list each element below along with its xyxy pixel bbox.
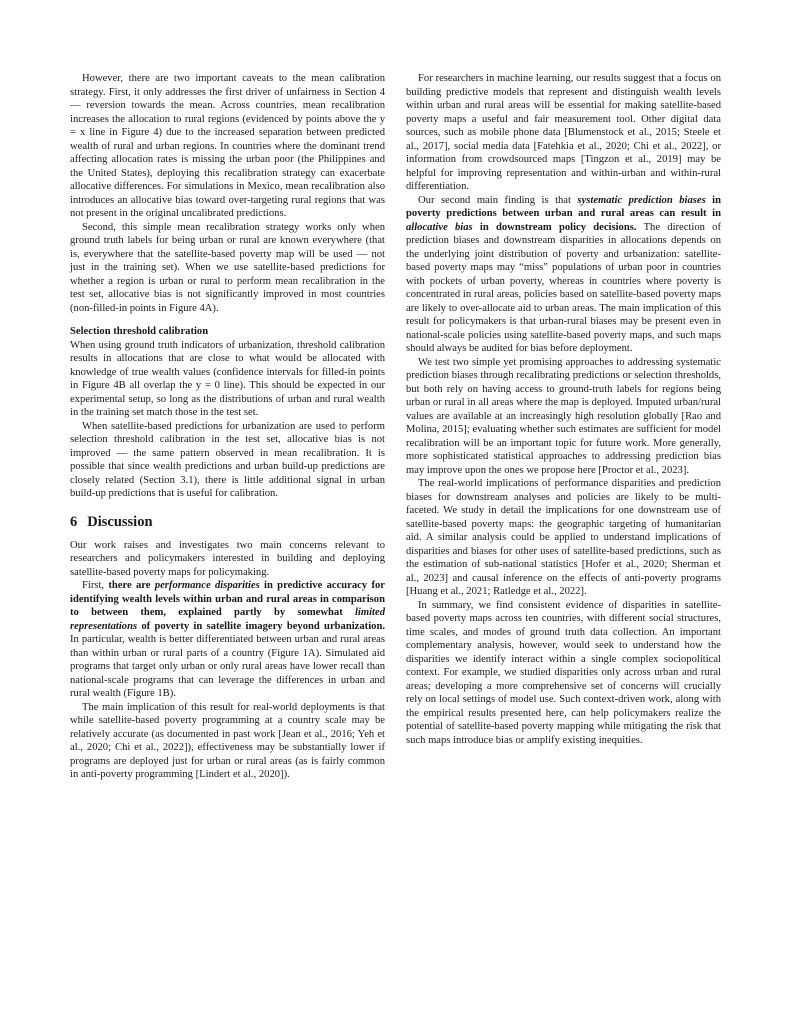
paragraph-second-caveat: Second, this simple mean recalibration strategy works only when ground truth labels for being urban or rural are known everywhere (that is, everywhere that the satellite-based poverty map will be used — not just in the training set). When we use satellite-based predictions for whether a region is urban or rural to perform mean recalibration in the test set, allocative bias is not significantly improved in most countries (non-filled-in points in Figure 4A). <box>70 221 385 314</box>
paragraph-recalibration-approaches: We test two simple yet promising approaches to addressing systematic prediction biases through recalibrating predictions or selection thresholds, but both rely on having access to ground-truth labels for regions being urban or rural in all areas where the map is deployed. Imputed urban/rural values are available at an increasingly high resolution globally [Rao and Molina, 2015]; evaluating whether such estimates are sufficient for model recalibration will be an important topic for future work. More generally, more sophisticated statistical approaches to addressing prediction bias may improve upon the ones we propose here [Proctor et al., 2023]. <box>406 356 721 476</box>
paragraph-second-finding: Our second main finding is that systematic prediction biases in poverty predictions between urban and rural areas can result in allocative bias in downstream policy decisions. The direction of prediction biases and downstream disparities in allocations depends on the underlying joint distribution of poverty and urbanization: satellite-based poverty maps may “miss” populations of urban poor in countries with pockets of urban poverty, whereas in countries where poverty is concentrated in rural areas, policies based on satellite-based poverty maps are likely to over-allocate aid to urban areas. The main implication of this result for policymakers is that urban-rural biases may be present even in national-scale policies using satellite-based poverty maps, and such maps should always be audited for bias before deployment. <box>406 194 722 354</box>
subsection-heading-threshold-calibration: Selection threshold calibration <box>70 326 209 337</box>
left-column <box>70 72 385 782</box>
paragraph-discussion-intro: Our work raises and investigates two main concerns relevant to researchers and policymakers interested in building and deploying satellite-based poverty maps for policymaking. <box>70 539 385 578</box>
section-heading-discussion <box>70 514 385 531</box>
paragraph-threshold-ground-truth: When using ground truth indicators of urbanization, threshold calibration results in allocations that are close to what would be allocated with knowledge of true wealth values (confidence intervals for filled-in points in Figure 4B all overlap the y = 0 line). This should be expected in our experimental setup, so long as the distributions of urban and rural wealth in the training set match those in the test set. <box>70 339 385 418</box>
section-number: 6 <box>70 513 78 530</box>
paragraph-summary: In summary, we find consistent evidence of disparities in satellite-based poverty maps across ten countries, with different social structures, time scales, and modes of ground truth data collection. An important complementary analysis, however, would seek to understand how the disparities we identify interact within a single complex sociopolitical context. For example, we studied disparities only across urban and rural areas; developing a more comprehensive set of concerns will crucially rely on local settings of model use. Such context-driven work, along with the empirical results presented here, can help policymakers realize the potential of satellite-based poverty mapping while mitigating the risk that such maps introduce bias or amplify existing inequities. <box>406 599 721 746</box>
paragraph-threshold-satellite: When satellite-based predictions for urbanization are used to perform selection threshold calibration in the test set, allocative bias is not improved — the same pattern observed in mean recalibration. It is possible that since wealth predictions and urban build-up predictions are closely related (Section 3.1), there is little additional signal in urban build-up predictions that is useful for calibration. <box>70 420 385 499</box>
paragraph-mean-calibration-caveats: However, there are two important caveats to the mean calibration strategy. First, it only addresses the first driver of unfairness in Section 4 — reversion towards the mean. Across countries, mean recalibration increases the allocation to rural regions (evidenced by points above the y = x line in Figure 4) due to the increased separation between predicted wealth of rural and urban regions. In countries where the dominant trend affecting allocation rates is missing the urban poor (the Philippines and the United States), deploying this recalibration strategy can exacerbate allocative differences. For simulations in Mexico, mean recalibration also introduces an allocative bias toward over-targeting rural regions that was not present in the original uncalibrated predictions. <box>70 73 385 219</box>
paragraph-ml-researchers: For researchers in machine learning, our results suggest that a focus on building predictive models that represent and distinguish wealth levels within urban and rural areas will be essential for making satellite-based poverty maps a useful and fair measurement tool. Other digital data sources, such as mobile phone data [Blumenstock et al., 2015; Steele et al., 2017], social media data [Fatehkia et al., 2020; Chi et al., 2022], or information from crowdsourced maps [Tingzon et al., 2019] may be helpful for improving representation and within-urban and within-rural differentiation. <box>406 73 721 192</box>
section-title: Discussion <box>87 513 153 530</box>
paragraph-first-finding: First, there are performance disparities in predictive accuracy for identifying wealth levels within urban and rural areas in comparison to between them, explained partly by somewhat limited representations of poverty in satellite imagery beyond urbanization. In particular, wealth is better differentiated between urban and rural areas than within urban or rural parts of a country (Figure 1A). Simulated aid programs that target only urban or only rural areas have lower recall than national-scale programs that can leverage the differences in urban and rural wealth (Figure 1B). <box>70 580 385 699</box>
paragraph-real-world-implications: The real-world implications of performance disparities and prediction biases for downstream analyses and policies are likely to be multi-faceted. We study in detail the implications for one downstream use of satellite-based poverty maps: the geographic targeting of humanitarian aid. A similar analysis could be applied to understand implications of disparities and biases for other uses of satellite-based predictions, such as the estimation of sub-national statistics [Hofer et al., 2020; Sherman et al., 2023] and causal inference on the effects of anti-poverty programs [Huang et al., 2021; Ratledge et al., 2022]. <box>406 478 721 597</box>
paragraph-deployment-implication: The main implication of this result for real-world deployments is that while satellite-based poverty programming at a country scale may be relatively accurate (as documented in past work [Jean et al., 2016; Yeh et al., 2020; Chi et al., 2022]), effectiveness may be substantially lower if programs are deployed just for urban or rural areas (as is fairly common in anti-poverty programming [Lindert et al., 2020]). <box>70 701 385 780</box>
right-column <box>406 72 721 747</box>
